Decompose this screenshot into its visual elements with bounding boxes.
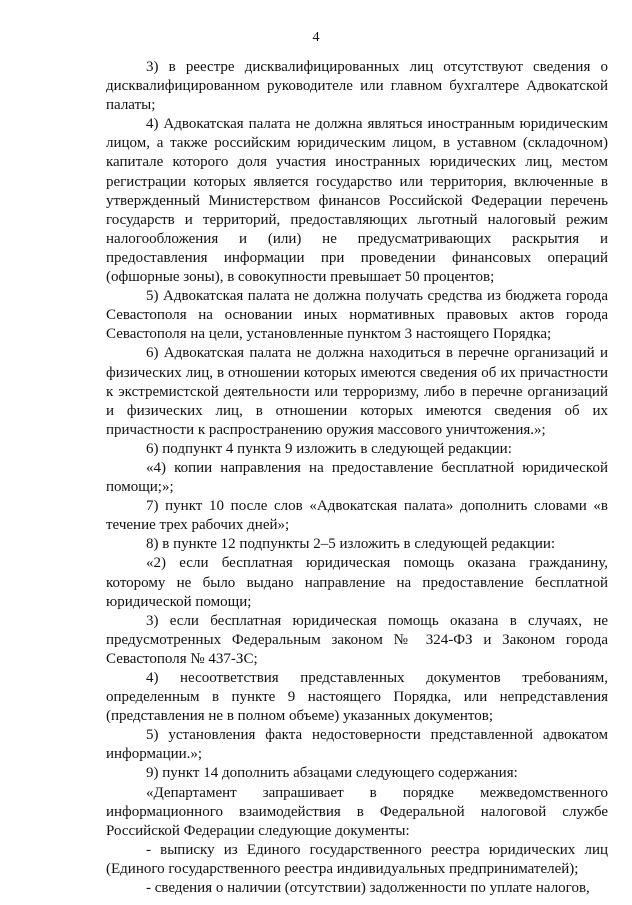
document-body (106, 58, 608, 898)
paragraph-item-7-amendment: 7) пункт 10 после слов «Адвокатская палата» дополнить словами «в течение трех рабочих дней»; (106, 498, 608, 534)
page-number: 4 (312, 30, 320, 45)
paragraph-subitem-6-extremism-list: 6) Адвокатская палата не должна находиться в перечне организаций и физических лиц, в отношении которых имеются сведения об их причастности к экстремистской деятельности или терроризму, либо в перечне организаций и физических лиц, в отношении которых имеются сведения об их причастности к распространению оружия массового уничтожения.»; (106, 345, 608, 438)
paragraph-item-8-amendment: 8) в пункте 12 подпункты 2–5 изложить в следующей редакции: (146, 536, 556, 553)
paragraph-refusal-reason-2: «2) если бесплатная юридическая помощь оказана гражданину, которому не было выдано направление на предоставление бесплатной юридической помощи; (106, 555, 608, 610)
paragraph-refusal-reason-4: 4) несоответствия представленных документов требованиям, определенным в пункте 9 настоящего Порядка, или непредставления (представления не в полном объеме) указанных документов; (106, 670, 608, 725)
paragraph-subitem-5-budget-funds: 5) Адвокатская палата не должна получать средства из бюджета города Севастополя на основании иных нормативных правовых актов города Севастополя на цели, установленные пунктом 3 настоящего Порядка; (106, 288, 608, 343)
paragraph-subitem-3-disqualified-registry: 3) в реестре дисквалифицированных лиц отсутствуют сведения о дисквалифицированном руководителе или главном бухгалтере Адвокатской палаты; (106, 59, 608, 114)
paragraph-refusal-reason-3: 3) если бесплатная юридическая помощь оказана в случаях, не предусмотренных Федеральным законом № 324-ФЗ и Законом города Севастополя № 437-ЗС; (106, 612, 608, 667)
paragraph-item-9-amendment: 9) пункт 14 дополнить абзацами следующего содержания: (146, 765, 518, 782)
paragraph-subitem-4-foreign-entity: 4) Адвокатская палата не должна являться иностранным юридическим лицом, а также российским юридическим лицом, в уставном (складочном) капитале которого доля участия иностранных юридических лиц, местом регистрации которых является государство или территория, включенные в утвержденный Министерством финансов Российской Федерации перечень государств и территорий, предоставляющих льготный налоговый режим налогообложения и (или) не предусматривающих раскрытия и предоставления информации при проведении финансовых операций (офшорные зоны), в совокупности превышает 50 процентов; (106, 116, 608, 286)
paragraph-refusal-reason-5: 5) установления факта недостоверности представленной адвокатом информации.»; (106, 727, 608, 763)
paragraph-item-6-new-text: «4) копии направления на предоставление бесплатной юридической помощи;»; (106, 459, 608, 496)
paragraph-list-item-registry-extract: - выписку из Единого государственного реестра юридических лиц (Единого государственного реестра индивидуальных предпринимателей); (106, 841, 608, 877)
paragraph-department-request: «Департамент запрашивает в порядке межведомственного информационного взаимодействия в Федеральной налоговой службе Российской Федерации следующие документы: (106, 784, 608, 839)
paragraph-list-item-tax-debt: - сведения о наличии (отсутствии) задолженности по уплате налогов, (146, 880, 590, 897)
paragraph-item-6-amendment: 6) подпункт 4 пункта 9 изложить в следующей редакции: (146, 440, 512, 457)
